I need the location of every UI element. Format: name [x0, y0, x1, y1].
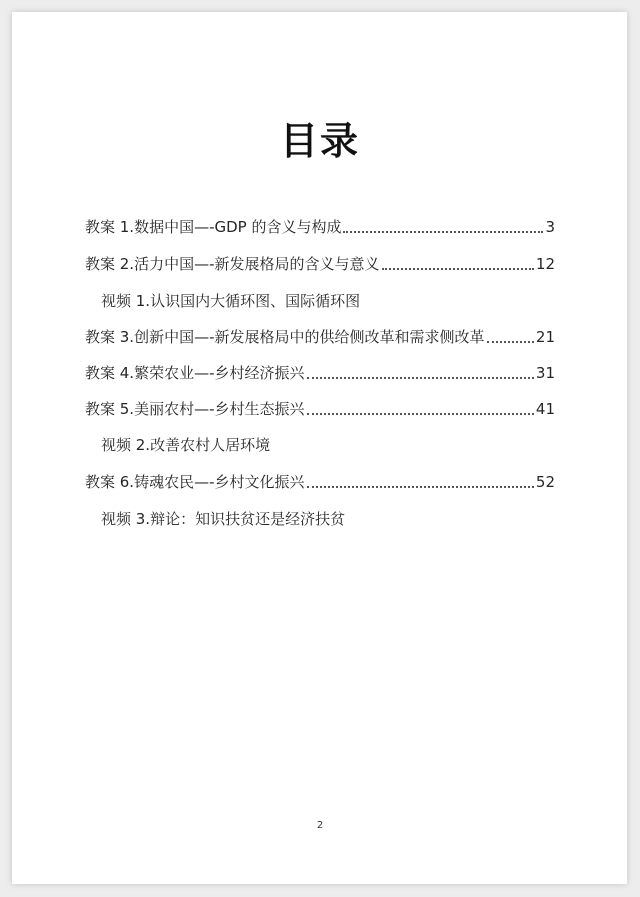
dot-leader: [307, 486, 534, 488]
toc-entry-label: 教案 1.数据中国—-GDP 的含义与构成: [85, 218, 342, 236]
toc-subentry-label: 视频 1.认识国内大循环图、国际循环图: [101, 292, 361, 310]
toc-entry-4[interactable]: [85, 357, 555, 383]
toc-entry-label: 教案 3.创新中国—-新发展格局中的供给侧改革和需求侧改革: [85, 328, 485, 346]
dot-leader: [307, 377, 534, 379]
toc-page-number: 3: [545, 218, 555, 236]
toc-entry-label: 教案 2.活力中国—-新发展格局的含义与意义: [85, 255, 380, 273]
page-number: 2: [316, 820, 324, 831]
toc-entry-label: 教案 5.美丽农村—-乡村生态振兴: [85, 400, 305, 418]
toc-subentry-label: 视频 3.辩论：知识扶贫还是经济扶贫: [101, 510, 346, 528]
toc-page-number: 21: [535, 328, 555, 346]
toc-subentry-video-1[interactable]: [101, 285, 360, 311]
dot-leader: [382, 268, 534, 270]
toc-entry-2[interactable]: [85, 248, 555, 274]
toc-page-number: 31: [535, 364, 555, 382]
page-title: 目录: [279, 119, 360, 163]
dot-leader: [307, 413, 534, 415]
toc-page-number: 52: [535, 473, 555, 491]
toc-subentry-video-3[interactable]: [101, 503, 345, 529]
toc-page-number: 41: [535, 400, 555, 418]
toc-entry-5[interactable]: [85, 393, 555, 419]
toc-entry-1[interactable]: [85, 211, 555, 237]
toc-entry-label: 教案 6.铸魂农民—-乡村文化振兴: [85, 473, 305, 491]
dot-leader: [343, 231, 543, 233]
dot-leader: [487, 341, 534, 343]
toc-entry-6[interactable]: [85, 466, 555, 492]
toc-subentry-video-2[interactable]: [101, 429, 270, 455]
toc-entry-3[interactable]: [85, 321, 555, 347]
toc-subentry-label: 视频 2.改善农村人居环境: [101, 436, 271, 454]
toc-entry-label: 教案 4.繁荣农业—-乡村经济振兴: [85, 364, 305, 382]
toc-page-number: 12: [535, 255, 555, 273]
